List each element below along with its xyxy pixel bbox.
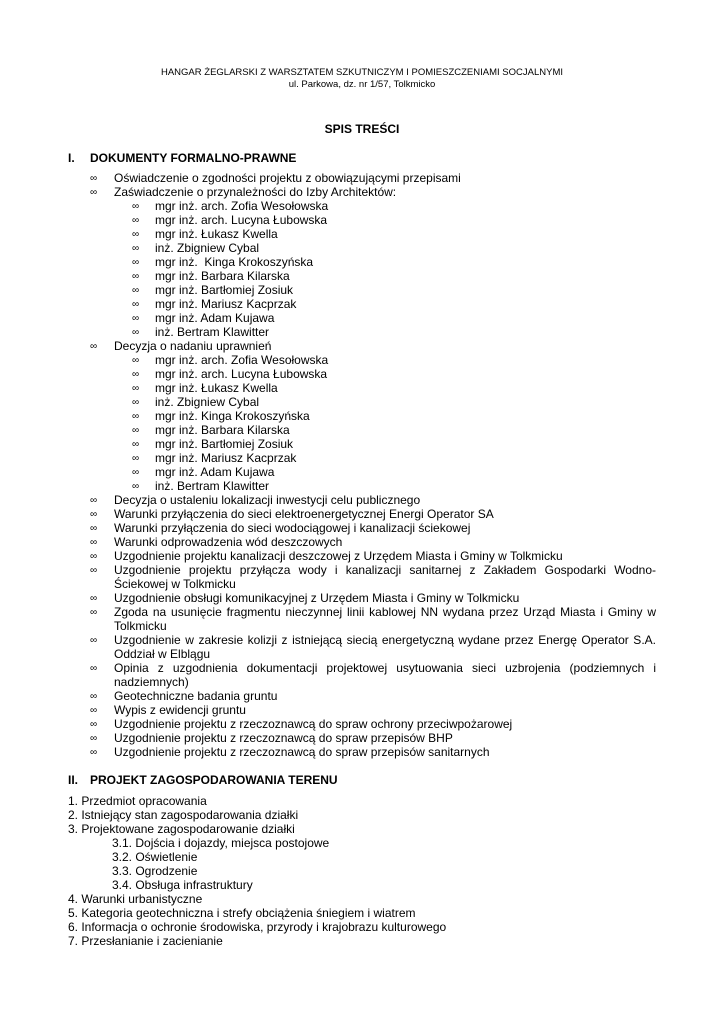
- list-item: ∞ mgr inż. Bartłomiej Zosiuk: [132, 283, 294, 297]
- bullet-icon: ∞: [132, 327, 140, 338]
- bullet-icon: ∞: [90, 663, 98, 674]
- section-number: I.: [68, 151, 75, 165]
- list-item: ∞ Uzgodnienie projektu kanalizacji deszczowej z Urzędem Miasta i Gminy w Tolkmicku: [90, 549, 563, 563]
- list-item: ∞ mgr inż. Kinga Krokoszyńska: [132, 409, 310, 423]
- bullet-icon: ∞: [132, 257, 140, 268]
- bullet-icon: ∞: [90, 187, 98, 198]
- list-item: ∞ Opinia z uzgodnienia dokumentacji projektowej usytuowania sieci uzbrojenia (podziemnych i nadziemnych): [90, 661, 656, 689]
- bullet-icon: ∞: [132, 425, 140, 436]
- list-item: ∞ Warunki odprowadzenia wód deszczowych: [90, 535, 343, 549]
- list-item: 3.1. Dojścia i dojazdy, miejsca postojowe: [112, 836, 330, 850]
- list-item: ∞ inż. Zbigniew Cybal: [132, 395, 260, 409]
- list-item: ∞ Wypis z ewidencji gruntu: [90, 703, 246, 717]
- list-item: ∞ Uzgodnienie obsługi komunikacyjnej z Urzędem Miasta i Gminy w Tolkmicku: [90, 591, 520, 605]
- bullet-icon: ∞: [90, 705, 98, 716]
- bullet-icon: ∞: [90, 523, 98, 534]
- list-item: 1. Przedmiot opracowania: [68, 794, 207, 808]
- list-item: ∞ mgr inż. Bartłomiej Zosiuk: [132, 437, 294, 451]
- list-item: ∞ mgr inż. Barbara Kilarska: [132, 269, 290, 283]
- section-number: II.: [68, 773, 79, 787]
- list-item: 3. Projektowane zagospodarowanie działki: [68, 822, 295, 836]
- list-item: ∞ mgr inż. Barbara Kilarska: [132, 423, 290, 437]
- bullet-icon: ∞: [90, 607, 98, 618]
- list-item: 4. Warunki urbanistyczne: [68, 892, 203, 906]
- bullet-icon: ∞: [90, 341, 98, 352]
- bullet-icon: ∞: [132, 383, 140, 394]
- bullet-icon: ∞: [132, 215, 140, 226]
- bullet-icon: ∞: [90, 593, 98, 604]
- list-item: 6. Informacja o ochronie środowiska, przyrody i krajobrazu kulturowego: [68, 920, 447, 934]
- bullet-icon: ∞: [132, 397, 140, 408]
- list-item: ∞ Oświadczenie o zgodności projektu z obowiązującymi przepisami: [90, 171, 461, 185]
- bullet-icon: ∞: [132, 481, 140, 492]
- section-title: PROJEKT ZAGOSPODAROWANIA TERENU: [90, 773, 338, 787]
- list-item: ∞ mgr inż. Mariusz Kacprzak: [132, 451, 297, 465]
- list-item: ∞ mgr inż. Łukasz Kwella: [132, 227, 278, 241]
- bullet-icon: ∞: [90, 733, 98, 744]
- bullet-icon: ∞: [90, 537, 98, 548]
- section-heading-2: [68, 773, 338, 787]
- bullet-icon: ∞: [90, 551, 98, 562]
- list-item: ∞ mgr inż. Mariusz Kacprzak: [132, 297, 297, 311]
- bullet-icon: ∞: [132, 299, 140, 310]
- bullet-icon: ∞: [90, 495, 98, 506]
- bullet-icon: ∞: [132, 243, 140, 254]
- list-item: ∞ inż. Bertram Klawitter: [132, 325, 270, 339]
- bullet-icon: ∞: [90, 747, 98, 758]
- toc-title: SPIS TREŚCI: [324, 122, 400, 136]
- bullet-icon: ∞: [90, 173, 98, 184]
- list-item: ∞ Uzgodnienie projektu z rzeczoznawcą do spraw przepisów BHP: [90, 731, 453, 745]
- list-item: ∞ Uzgodnienie projektu z rzeczoznawcą do spraw przepisów sanitarnych: [90, 745, 490, 759]
- bullet-icon: ∞: [132, 271, 140, 282]
- bullet-icon: ∞: [132, 467, 140, 478]
- list-item: 3.4. Obsługa infrastruktury: [112, 878, 253, 892]
- list-item: ∞ Zaświadczenie o przynależności do Izby Architektów:: [90, 185, 397, 199]
- project-address: ul. Parkowa, dz. nr 1/57, Tolkmicko: [288, 79, 436, 90]
- list-item: 3.2. Oświetlenie: [112, 850, 198, 864]
- list-item: ∞ inż. Bertram Klawitter: [132, 479, 270, 493]
- list-item: 3.3. Ogrodzenie: [112, 864, 198, 878]
- project-title: HANGAR ŻEGLARSKI Z WARSZTATEM SZKUTNICZYM I POMIESZCZENIAMI SOCJALNYMI: [160, 67, 564, 78]
- bullet-icon: ∞: [90, 691, 98, 702]
- list-item: 2. Istniejący stan zagospodarowania działki: [68, 808, 299, 822]
- list-item: ∞ mgr inż. arch. Zofia Wesołowska: [132, 199, 329, 213]
- bullet-icon: ∞: [132, 285, 140, 296]
- list-item: ∞ inż. Zbigniew Cybal: [132, 241, 260, 255]
- list-item: ∞ Decyzja o nadaniu uprawnień: [90, 339, 272, 353]
- section-heading-1: [68, 151, 296, 165]
- list-item: ∞ Decyzja o ustaleniu lokalizacji inwestycji celu publicznego: [90, 493, 421, 507]
- section-title: DOKUMENTY FORMALNO-PRAWNE: [90, 151, 297, 165]
- bullet-icon: ∞: [132, 201, 140, 212]
- list-item: ∞ Uzgodnienie projektu przyłącza wody i kanalizacji sanitarnej z Zakładem Gospodarki Wodno-Ściekowej w Tolkmicku: [90, 563, 656, 591]
- bullet-icon: ∞: [132, 411, 140, 422]
- list-item: ∞ mgr inż. Adam Kujawa: [132, 465, 275, 479]
- list-item: 5. Kategoria geotechniczna i strefy obciążenia śniegiem i wiatrem: [68, 906, 416, 920]
- bullet-icon: ∞: [132, 439, 140, 450]
- list-item: ∞ mgr inż. arch. Lucyna Łubowska: [132, 213, 328, 227]
- list-item: ∞ Uzgodnienie projektu z rzeczoznawcą do spraw ochrony przeciwpożarowej: [90, 717, 513, 731]
- bullet-icon: ∞: [90, 719, 98, 730]
- list-item: ∞ mgr inż. Adam Kujawa: [132, 311, 275, 325]
- list-item: ∞ Zgoda na usunięcie fragmentu nieczynnej linii kablowej NN wydana przez Urząd Miasta i Gminy w Tolkmicku: [90, 605, 656, 633]
- list-item: ∞ Warunki przyłączenia do sieci elektroenergetycznej Energi Operator SA: [90, 507, 494, 521]
- list-item: ∞ Geotechniczne badania gruntu: [90, 689, 278, 703]
- list-item: ∞ mgr inż. Łukasz Kwella: [132, 381, 278, 395]
- list-item: ∞ mgr inż. arch. Zofia Wesołowska: [132, 353, 329, 367]
- list-item: ∞ Uzgodnienie w zakresie kolizji z istniejącą siecią energetyczną wydane przez Energę Operator S.A. Oddział w Elblągu: [90, 633, 656, 661]
- bullet-icon: ∞: [132, 229, 140, 240]
- list-item: ∞ mgr inż. Kinga Krokoszyńska: [132, 255, 314, 269]
- bullet-icon: ∞: [132, 355, 140, 366]
- list-item: ∞ Warunki przyłączenia do sieci wodociągowej i kanalizacji ściekowej: [90, 521, 471, 535]
- list-item: ∞ mgr inż. arch. Lucyna Łubowska: [132, 367, 328, 381]
- bullet-icon: ∞: [132, 369, 140, 380]
- bullet-icon: ∞: [132, 313, 140, 324]
- bullet-icon: ∞: [90, 635, 98, 646]
- list-item: 7. Przesłanianie i zacienianie: [68, 934, 223, 948]
- bullet-icon: ∞: [90, 509, 98, 520]
- bullet-icon: ∞: [132, 453, 140, 464]
- bullet-icon: ∞: [90, 565, 98, 576]
